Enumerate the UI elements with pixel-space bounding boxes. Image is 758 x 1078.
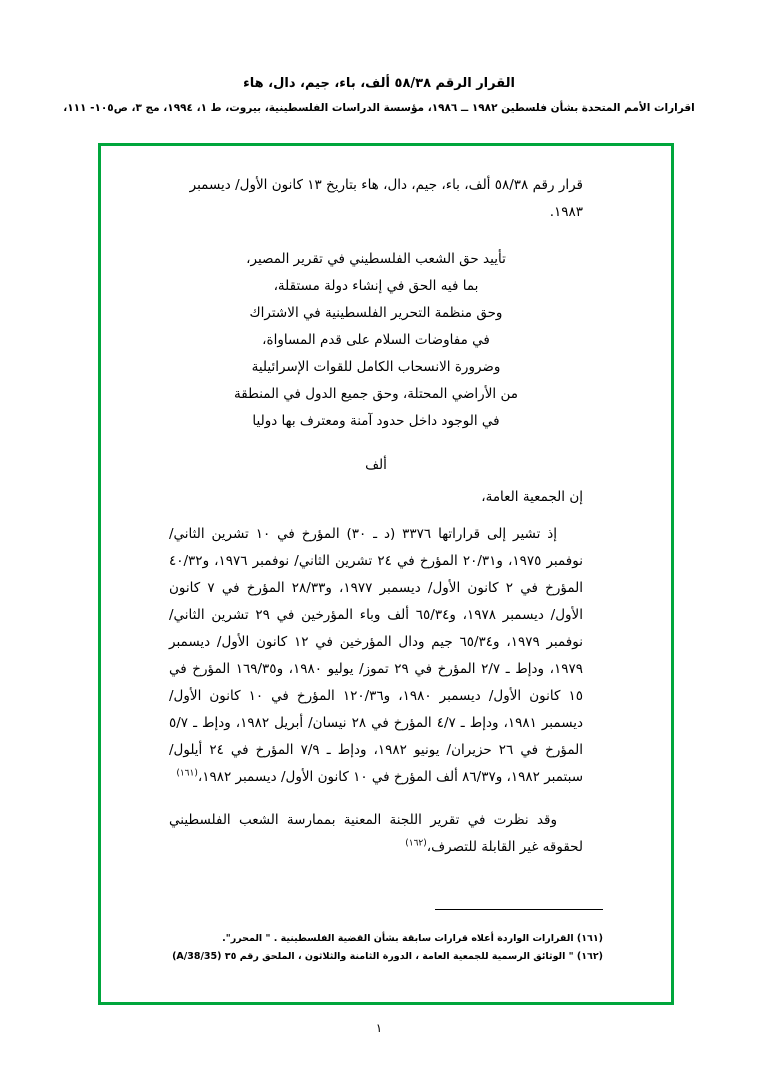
frame-content <box>169 172 583 992</box>
resolution-title-line-2: بما فيه الحق في إنشاء دولة مستقلة، <box>273 278 479 294</box>
paragraph-recalling-text: إذ تشير إلى قراراتها ٣٣٧٦ (د ـ ٣٠) المؤرخ في ١٠ تشرين الثاني/ نوفمبر ١٩٧٥، و٢٠/٣١ المؤرخ في ٢٤ تشرين الثاني/ نوفمبر ١٩٧٦، و٤٠/٣٢ المؤرخ في ٢ كانون الأول/ ديسمبر ١٩٧٧، و٢٨/٣٣ المؤرخ في ٧ كانون الأول/ ديسمبر ١٩٧٨، و٦٥/٣٤ ألف وباء المؤرخين في ٢٩ تشرين الثاني/ نوفمبر ١٩٧٩، و٦٥/٣٤ جيم ودال المؤرخين في ١٢ كانون الأول/ ديسمبر ١٩٧٩، ودإط ـ ٢/٧ المؤرخ في ٢٩ تموز/ يوليو ١٩٨٠، و١٦٩/٣٥ المؤرخ في ١٥ كانون الأول/ ديسمبر ١٩٨٠، و١٢٠/٣٦ المؤرخ في ١٠ كانون الأول/ ديسمبر ١٩٨١، ودإط ـ ٤/٧ المؤرخ في ٢٨ نيسان/ أبريل ١٩٨٢، ودإط ـ ٥/٧ المؤرخ في ٢٦ حزيران/ يونيو ١٩٨٢، ودإط ـ ٧/٩ المؤرخ في ٢٤ أيلول/ سبتمبر ١٩٨٢، و٨٦/٣٧ ألف المؤرخ في ١٠ كانون الأول/ ديسمبر ١٩٨٢، <box>169 526 584 785</box>
document-title: القرار الرقم ٥٨/٣٨ ألف، باء، جيم، دال، هاء <box>243 76 515 91</box>
footnotes-block <box>141 930 603 966</box>
page-number: ١ <box>375 1021 383 1035</box>
paragraph-considered <box>169 807 583 861</box>
paragraph-recalling <box>169 521 583 791</box>
resolution-heading: قرار رقم ٥٨/٣٨ ألف، باء، جيم، دال، هاء بتاريخ ١٣ كانون الأول/ ديسمبر ١٩٨٣. <box>189 177 583 220</box>
assembly-line: إن الجمعية العامة، <box>481 489 583 505</box>
footnote-marker-161: (١٦١) <box>176 768 198 779</box>
resolution-title-line-4: في مفاوضات السلام على قدم المساواة، <box>262 332 490 348</box>
section-label: ألف <box>365 457 387 473</box>
resolution-title <box>169 246 583 435</box>
footnote-marker-162: (١٦٢) <box>405 838 427 849</box>
green-border-frame <box>98 143 674 1005</box>
paragraph-considered-text: وقد نظرت في تقرير اللجنة المعنية بممارسة الشعب الفلسطيني لحقوقه غير القابلة للتصرف، <box>169 812 583 855</box>
resolution-title-line-3: وحق منظمة التحرير الفلسطينية في الاشتراك <box>249 305 503 321</box>
resolution-title-line-6: من الأراضي المحتلة، وحق جميع الدول في المنطقة <box>234 386 518 402</box>
resolution-title-line-5: وضرورة الانسحاب الكامل للقوات الإسرائيلية <box>251 359 501 375</box>
footnote-162: (١٦٢) " الوثائق الرسمية للجمعية العامة ، الدورة الثامنة والثلاثون ، الملحق رقم ٣٥ (A/38/35) <box>172 950 603 962</box>
document-header <box>0 74 758 116</box>
resolution-title-line-1: تأييد حق الشعب الفلسطيني في تقرير المصير، <box>246 251 506 267</box>
resolution-title-line-7: في الوجود داخل حدود آمنة ومعترف بها دوليا <box>252 413 500 429</box>
footnote-161: (١٦١) القرارات الواردة أعلاه قرارات سابقة بشأن القضية الفلسطينية . " المحرر". <box>222 932 603 944</box>
document-source-line: اقرارات الأمم المتحدة بشأن فلسطين ١٩٨٢ ــ ١٩٨٦، مؤسسة الدراسات الفلسطينية، بيروت، ط ١، ١٩٩٤، مج ٣، ص١٠٥- ١١١، <box>63 101 695 114</box>
footnote-separator <box>435 909 603 910</box>
